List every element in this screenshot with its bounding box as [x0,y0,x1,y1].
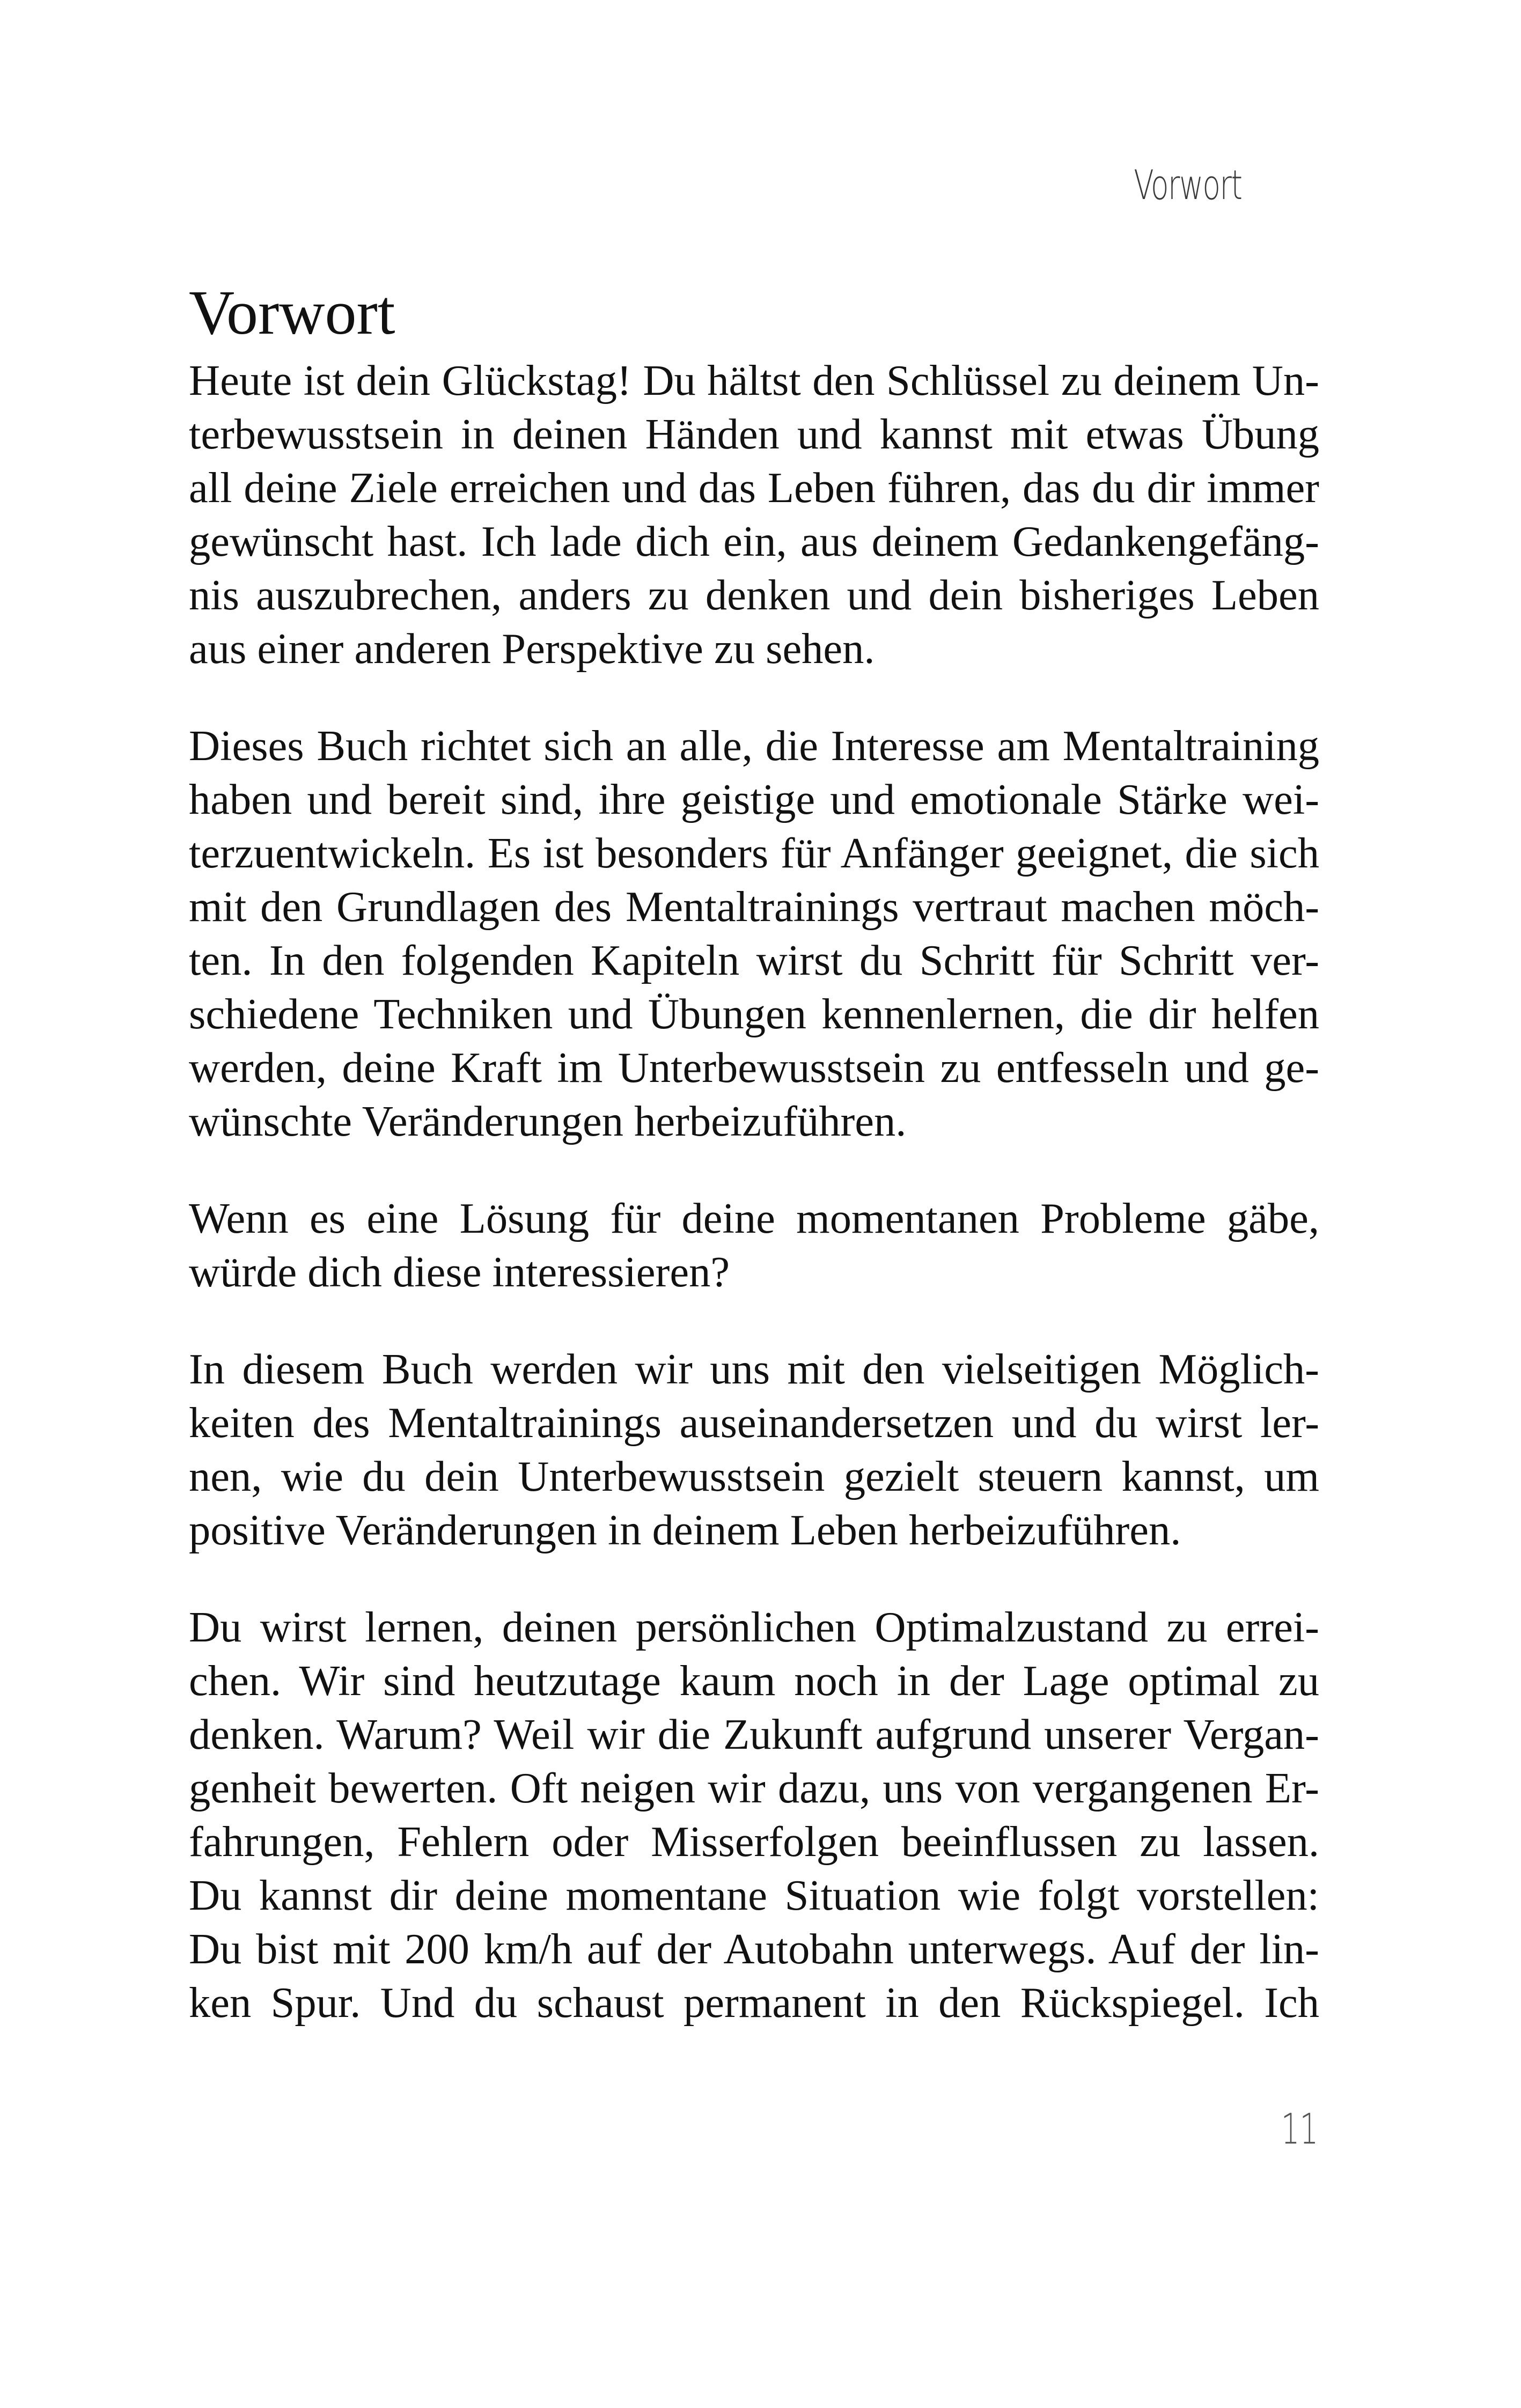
text-line: aus einer anderen Perspektive zu sehen. [189,625,875,673]
chapter-title: Vorwort [189,277,395,348]
paragraph-1 [189,354,1319,676]
text-line: fahrungen, Fehlern oder Misserfolgen beeinflussen zu lassen. [189,1818,1319,1866]
text-line: chen. Wir sind heutzutage kaum noch in der Lage optimal zu [189,1657,1319,1705]
text-line: terzuentwickeln. Es ist besonders für Anfänger geeignet, die sich [189,829,1319,877]
paragraph-4 [189,1343,1319,1557]
text-line: Du bist mit 200 km/h auf der Autobahn unterwegs. Auf der lin- [189,1925,1319,1973]
text-line: denken. Warum? Weil wir die Zukunft aufgrund unserer Vergan- [189,1711,1319,1758]
text-line: genheit bewerten. Oft neigen wir dazu, uns von vergangenen Er- [189,1764,1319,1812]
page-number: 11 [1281,2105,1318,2154]
text-line: wünschte Veränderungen herbeizuführen. [189,1098,907,1145]
text-line: keiten des Mentaltrainings auseinandersetzen und du wirst ler- [189,1399,1319,1447]
paragraph-5 [189,1601,1319,2030]
text-line: Wenn es eine Lösung für deine momentanen Probleme gäbe, [189,1195,1319,1242]
text-line: positive Veränderungen in deinem Leben herbeizuführen. [189,1506,1181,1554]
text-line: ken Spur. Und du schaust permanent in den Rückspiegel. Ich [189,1979,1319,2027]
text-line: terbewusstsein in deinen Händen und kannst mit etwas Übung [189,410,1319,458]
text-line: haben und bereit sind, ihre geistige und emotionale Stärke wei- [189,776,1319,823]
text-line: nis auszubrechen, anders zu denken und dein bisheriges Leben [189,571,1319,619]
text-line: In diesem Buch werden wir uns mit den vielseitigen Möglich- [189,1345,1319,1393]
text-line: würde dich diese interessieren? [189,1248,730,1296]
paragraph-2 [189,719,1319,1148]
paragraph-3 [189,1192,1319,1299]
text-line: all deine Ziele erreichen und das Leben führen, das du dir immer [189,464,1319,512]
text-line: nen, wie du dein Unterbewusstsein gezielt steuern kannst, um [189,1453,1319,1500]
text-line: Du wirst lernen, deinen persönlichen Optimalzustand zu errei- [189,1603,1319,1651]
text-line: Heute ist dein Glückstag! Du hältst den Schlüssel zu deinem Un- [189,357,1319,404]
text-line: Dieses Buch richtet sich an alle, die Interesse am Mentaltraining [189,722,1319,770]
text-line: werden, deine Kraft im Unterbewusstsein zu entfesseln und ge- [189,1044,1319,1092]
running-head: Vorwort [1134,161,1242,209]
text-line: mit den Grundlagen des Mentaltrainings vertraut machen möch- [189,883,1319,931]
body-text [189,354,1319,2073]
text-line: gewünscht hast. Ich lade dich ein, aus deinem Gedankengefäng- [189,518,1319,565]
text-line: schiedene Techniken und Übungen kennenlernen, die dir helfen [189,990,1319,1038]
text-line: ten. In den folgenden Kapiteln wirst du Schritt für Schritt ver- [189,937,1319,984]
text-line: Du kannst dir deine momentane Situation wie folgt vorstellen: [189,1872,1319,1919]
